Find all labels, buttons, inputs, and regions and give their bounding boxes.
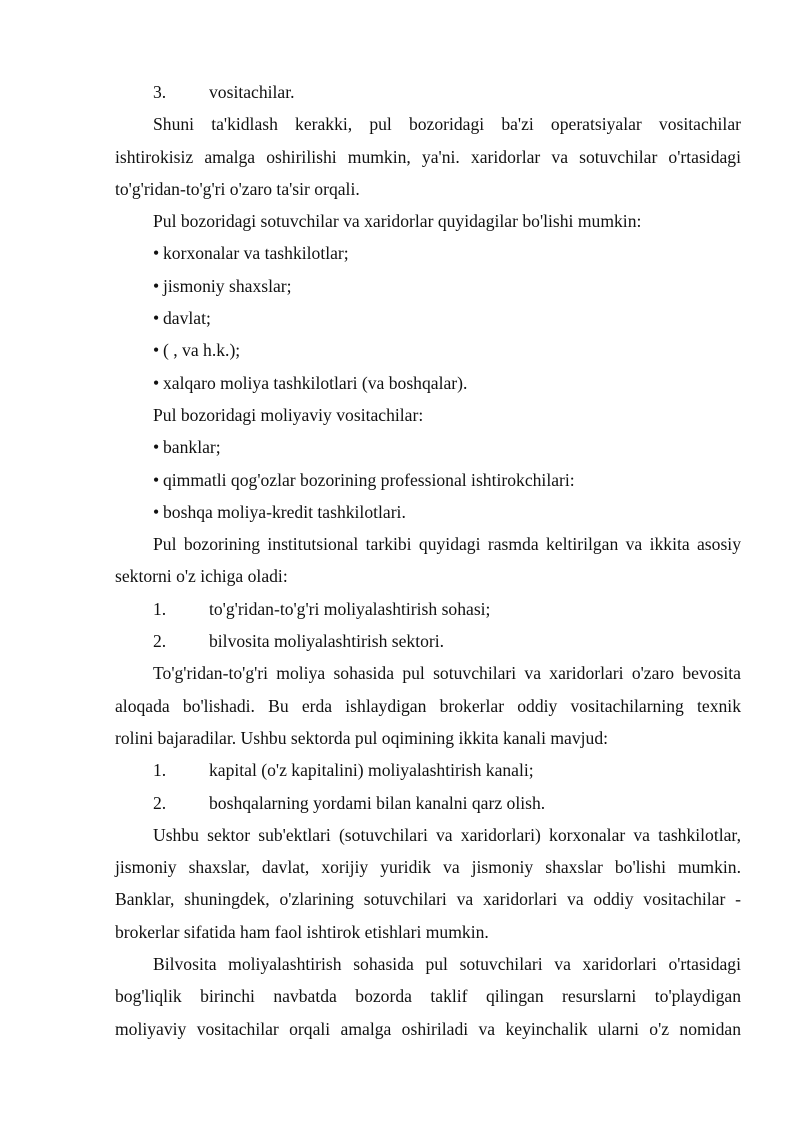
bullet-text: qimmatli qog'ozlar bozorining professional ishtirokchilari:: [163, 469, 575, 490]
bullet-item: [115, 464, 741, 496]
paragraph-line: Pul bozoridagi moliyaviy vositachilar:: [153, 404, 424, 425]
paragraph-line: moliyaviy vositachilar orqali amalga oshiriladi va keyinchalik ularni o'z nomidan: [115, 1018, 741, 1039]
paragraph-line: rolini bajaradilar. Ushbu sektorda pul oqimining ikkita kanali mavjud:: [115, 727, 609, 748]
paragraph-line: ishtirokisiz amalga oshirilishi mumkin, ya'ni. xaridorlar va sotuvchilar o'rtasidagi: [115, 146, 741, 167]
bullet-item: [115, 302, 741, 334]
bullet-text: boshqa moliya-kredit tashkilotlari.: [163, 501, 406, 522]
list-number: 2.: [153, 631, 167, 652]
list-item: [115, 754, 741, 786]
list-text: kapital (o'z kapitalini) moliyalashtirish kanali;: [209, 760, 534, 781]
paragraph-line: jismoniy shaxslar, davlat, xorijiy yuridik va jismoniy shaxslar bo'lishi mumkin.: [115, 857, 741, 878]
paragraph-line: to'g'ridan-to'g'ri o'zaro ta'sir orqali.: [115, 178, 360, 199]
paragraph-line: sektorni o'z ichiga oladi:: [115, 566, 288, 587]
bullet-icon: •: [153, 437, 160, 458]
bullet-icon: •: [153, 469, 160, 490]
list-item: [115, 787, 741, 819]
bullet-icon: •: [153, 275, 160, 296]
bullet-text: jismoniy shaxslar;: [163, 275, 292, 296]
paragraph-line: Shuni ta'kidlash kerakki, pul bozoridagi ba'zi operatsiyalar vositachilar: [153, 114, 741, 135]
list-number: 1.: [153, 598, 167, 619]
paragraph-line: Pul bozorining institutsional tarkibi quyidagi rasmda keltirilgan va ikkita asosiy: [153, 534, 741, 555]
list-text: vositachilar.: [209, 82, 295, 102]
bullet-item: [115, 367, 741, 399]
bullet-item: [115, 270, 741, 302]
paragraph-line: aloqada bo'lishadi. Bu erda ishlaydigan brokerlar oddiy vositachilarning texnik: [115, 695, 741, 716]
paragraph-line: Pul bozoridagi sotuvchilar va xaridorlar quyidagilar bo'lishi mumkin:: [153, 211, 642, 232]
bullet-text: davlat;: [163, 308, 211, 329]
paragraph-line: bog'liqlik birinchi navbatda bozorda taklif qilingan resurslarni to'playdigan: [115, 986, 741, 1007]
bullet-icon: •: [153, 308, 160, 329]
list-item: [115, 593, 741, 625]
bullet-icon: •: [153, 501, 160, 522]
bullet-text: korxonalar va tashkilotlar;: [163, 243, 349, 264]
list-number: 2.: [153, 792, 167, 813]
paragraph-line: Ushbu sektor sub'ektlari (sotuvchilari va xaridorlari) korxonalar va tashkilotlar,: [153, 824, 741, 845]
bullet-icon: •: [153, 340, 160, 361]
bullet-item: [115, 431, 741, 463]
paragraph-line: Banklar, shuningdek, o'zlarining sotuvchilari va xaridorlari va oddiy vositachilar -: [115, 889, 741, 910]
bullet-icon: •: [153, 243, 160, 264]
list-item: [115, 625, 741, 657]
bullet-icon: •: [153, 372, 160, 393]
list-text: boshqalarning yordami bilan kanalni qarz olish.: [209, 792, 546, 813]
list-number: 3.: [153, 82, 167, 102]
paragraph-line: brokerlar sifatida ham faol ishtirok etishlari mumkin.: [115, 921, 489, 942]
bullet-text: banklar;: [163, 437, 221, 458]
list-text: to'g'ridan-to'g'ri moliyalashtirish sohasi;: [209, 598, 491, 619]
bullet-text: ( , va h.k.);: [163, 340, 241, 361]
list-number: 1.: [153, 760, 167, 781]
paragraph-line: Bilvosita moliyalashtirish sohasida pul sotuvchilari va xaridorlari o'rtasidagi: [153, 954, 741, 975]
bullet-item: [115, 237, 741, 269]
bullet-item: [115, 334, 741, 366]
list-text: bilvosita moliyalashtirish sektori.: [209, 631, 445, 652]
bullet-text: xalqaro moliya tashkilotlari (va boshqalar).: [163, 372, 468, 393]
bullet-item: [115, 496, 741, 528]
list-item: [115, 76, 741, 108]
paragraph-line: To'g'ridan-to'g'ri moliya sohasida pul sotuvchilari va xaridorlari o'zaro bevosita: [153, 663, 741, 684]
document-page: [115, 76, 741, 1045]
